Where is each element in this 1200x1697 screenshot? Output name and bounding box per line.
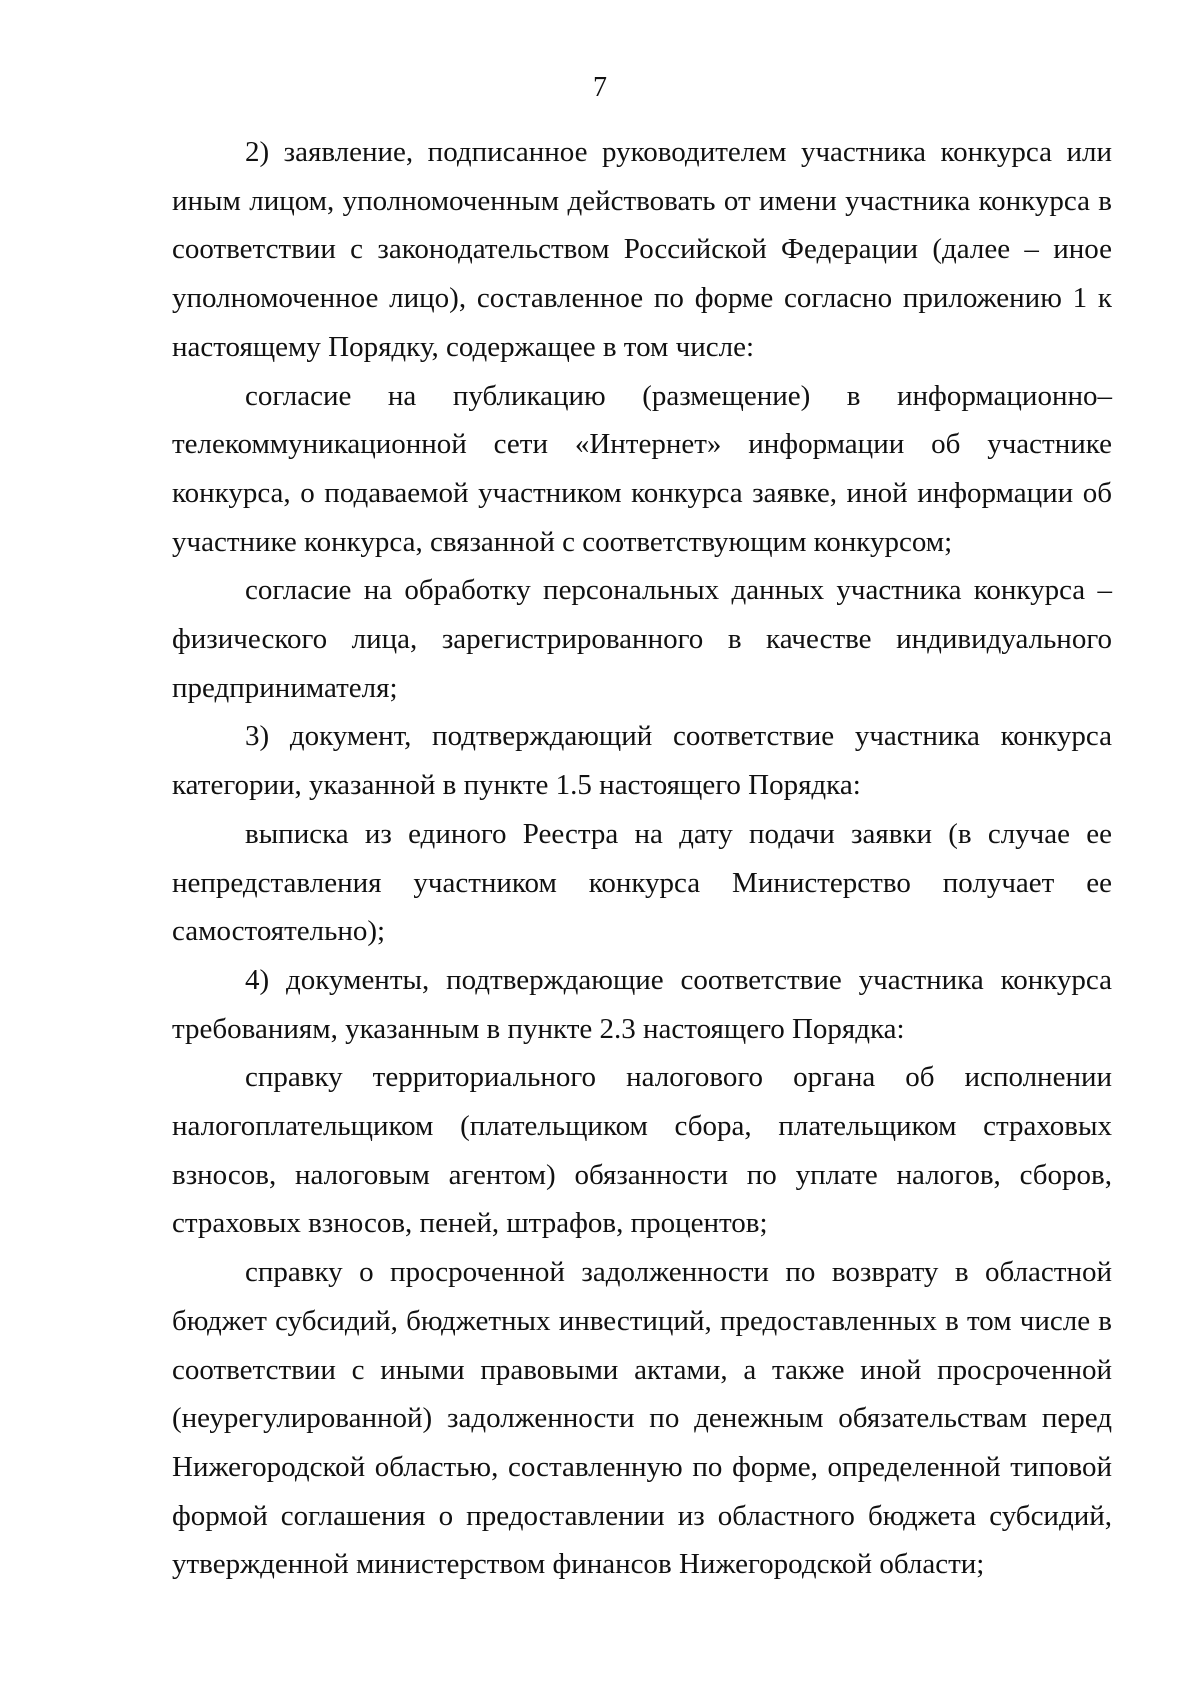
paragraph-consent-personal-data: согласие на обработку персональных данных участника конкурса – физического лица, зарегистрированного в качестве индивидуального предпринимателя;	[172, 574, 1112, 704]
document-body	[172, 128, 1112, 1589]
paragraph-item-3-category-document: 3) документ, подтверждающий соответствие участника конкурса категории, указанной в пункте 1.5 настоящего Порядка:	[172, 720, 1112, 802]
paragraph-item-2-application: 2) заявление, подписанное руководителем участника конкурса или иным лицом, уполномоченным действовать от имени участника конкурса в соответствии с законодательством Российской Федерации (далее – иное уполномоченное лицо), составленное по форме согласно приложению 1 к настоящему Порядку, содержащее в том числе:	[172, 136, 1112, 363]
page-number: 7	[593, 72, 607, 103]
paragraph-registry-extract: выписка из единого Реестра на дату подачи заявки (в случае ее непредставления участником конкурса Министерство получает ее самостоятельно);	[172, 817, 1112, 948]
paragraph-tax-certificate: справку территориального налогового органа об исполнении налогоплательщиком (плательщиком сбора, плательщиком страховых взносов, налоговым агентом) обязанности по уплате налогов, сборов, страховых взносов, пеней, штрафов, процентов;	[172, 1061, 1112, 1240]
paragraph-item-4-requirements-documents: 4) документы, подтверждающие соответствие участника конкурса требованиям, указанным в пункте 2.3 настоящего Порядка:	[172, 963, 1112, 1045]
paragraph-consent-publication: согласие на публикацию (размещение) в информационно–телекоммуникационной сети «Интернет» информации об участнике конкурса, о подаваемой участником конкурса заявке, иной информации об участнике конкурса, связанной с соответствующим конкурсом;	[172, 379, 1112, 558]
paragraph-debt-certificate: справку о просроченной задолженности по возврату в областной бюджет субсидий, бюджетных инвестиций, предоставленных в том числе в соответствии с иными правовыми актами, а также иной просроченной (неурегулированной) задолженности по денежным обязательствам перед Нижегородской областью, составленную по форме, определенной типовой формой соглашения о предоставлении из областного бюджета субсидий, утвержденной министерством финансов Нижегородской области;	[172, 1256, 1112, 1581]
